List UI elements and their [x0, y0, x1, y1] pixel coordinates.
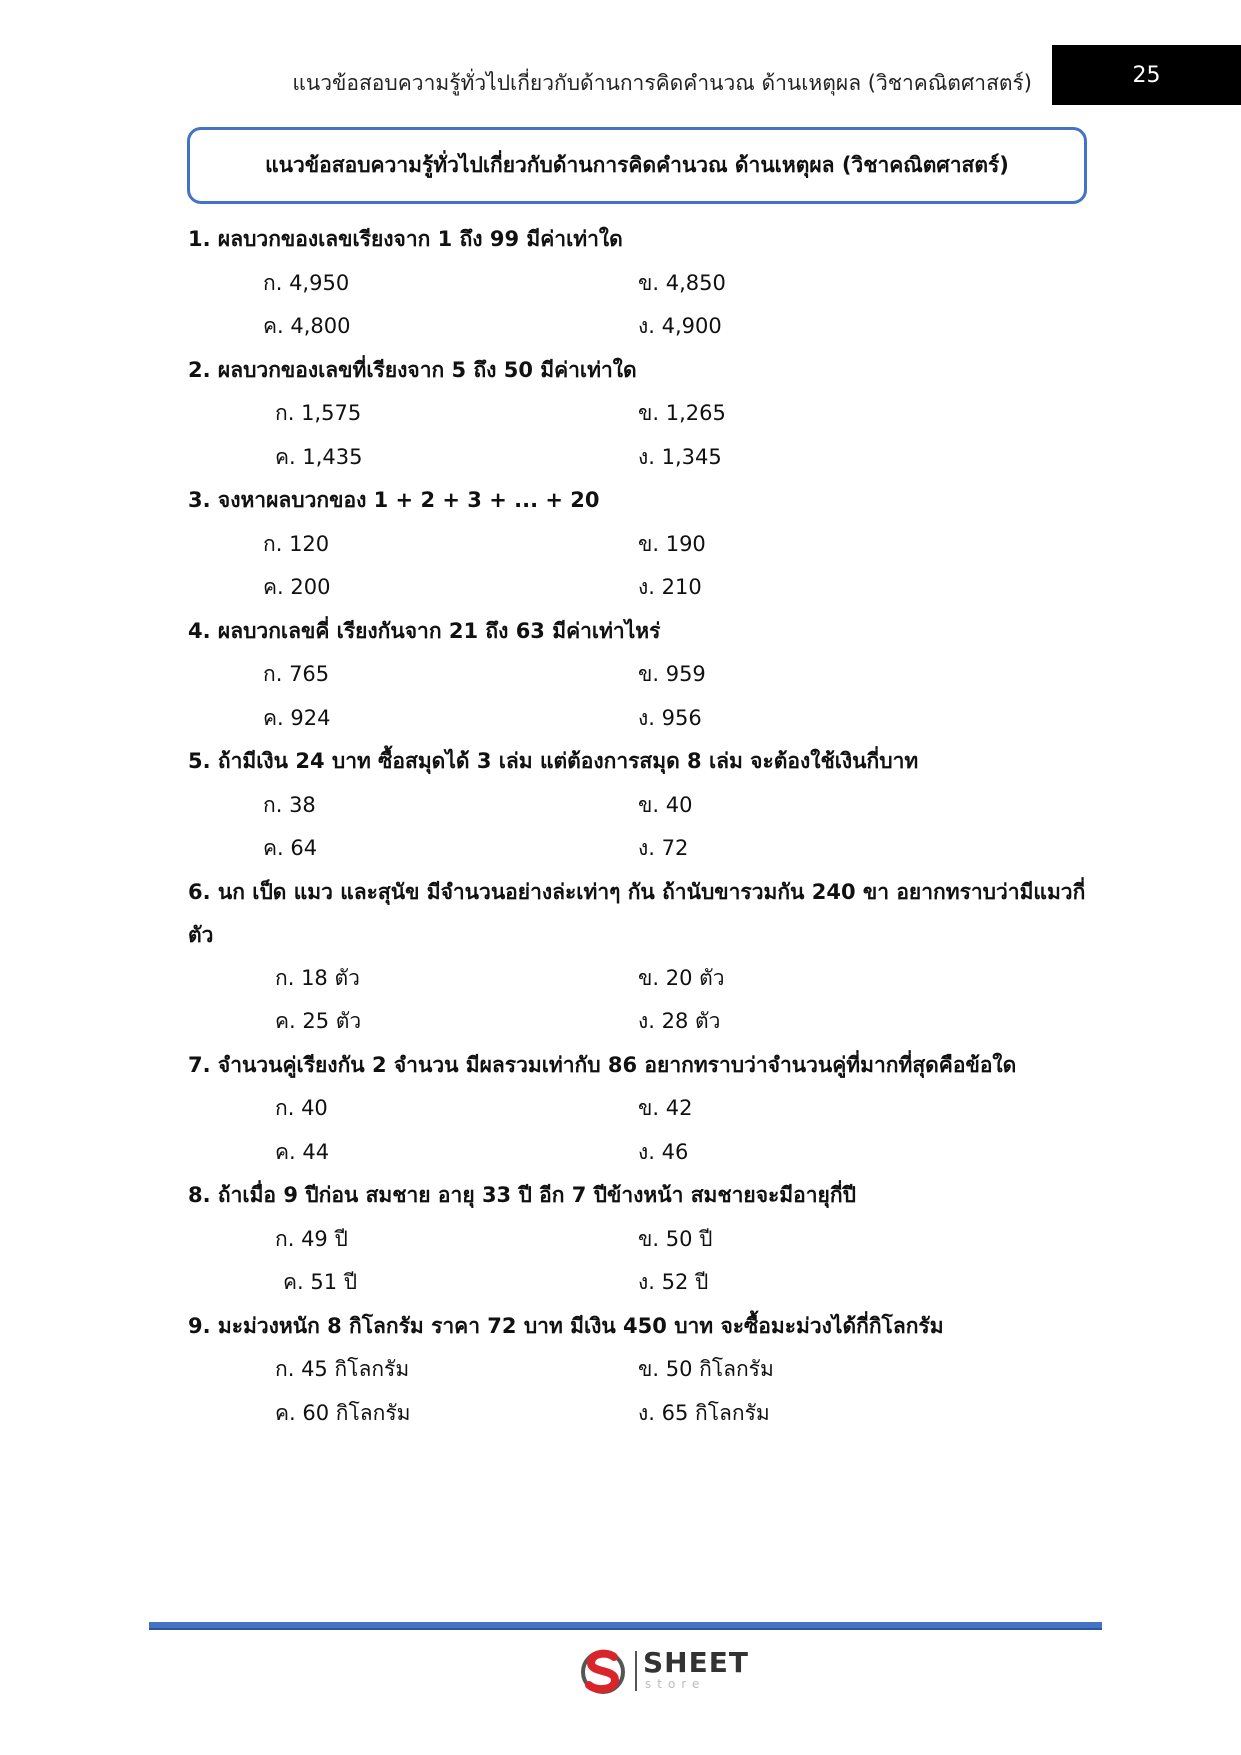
option-b: ข. 40 [638, 792, 693, 817]
question-4 [188, 610, 1093, 741]
sheet-store-logo [577, 1645, 747, 1697]
question-6 [188, 871, 1093, 1044]
option-a: ก. 120 [263, 531, 330, 556]
question-text: 9. มะม่วงหนัก 8 กิโลกรัม ราคา 72 บาท มีเงิน 450 บาท จะซื้อมะม่วงได้กี่กิโลกรัม [188, 1313, 944, 1338]
question-text: 8. ถ้าเมื่อ 9 ปีก่อน สมชาย อายุ 33 ปี อีก 7 ปีข้างหน้า สมชายจะมีอายุกี่ปี [188, 1183, 856, 1207]
option-row [188, 392, 1093, 436]
question-text: 5. ถ้ามีเงิน 24 บาท ซื้อสมุดได้ 3 เล่ม แต่ต้องการสมุด 8 เล่ม จะต้องใช้เงินกี่บาท [188, 749, 919, 773]
option-c: ค. 200 [263, 575, 331, 599]
option-d: ง. 1,345 [638, 444, 722, 469]
option-a: ก. 1,575 [275, 401, 362, 425]
option-d: ง. 4,900 [638, 314, 722, 338]
question-list [188, 218, 1093, 1435]
option-b: ข. 4,850 [638, 270, 726, 295]
question-5 [188, 740, 1093, 871]
option-row [188, 1087, 1093, 1131]
question-text: 2. ผลบวกของเลขที่เรียงจาก 5 ถึง 50 มีค่าเท่าใด [188, 357, 637, 382]
option-row [188, 1218, 1093, 1262]
section-title-box [187, 127, 1087, 204]
option-c: ค. 44 [275, 1139, 330, 1164]
option-a: ก. 18 ตัว [275, 965, 360, 990]
question-9 [188, 1305, 1093, 1436]
option-row [188, 1261, 1093, 1305]
option-b: ข. 42 [638, 1096, 693, 1120]
option-b: ข. 1,265 [638, 401, 726, 425]
sheet-logo-icon [577, 1645, 629, 1697]
option-c: ค. 64 [263, 836, 318, 860]
question-7 [188, 1044, 1093, 1175]
question-1 [188, 218, 1093, 349]
question-text: 7. จำนวนคู่เรียงกัน 2 จำนวน มีผลรวมเท่ากับ 86 อยากทราบว่าจำนวนคู่ที่มากที่สุดคือข้อใด [188, 1052, 1017, 1077]
option-a: ก. 4,950 [263, 270, 350, 295]
question-text: 3. จงหาผลบวกของ 1 + 2 + 3 + ... + 20 [188, 488, 600, 512]
option-row [188, 697, 1093, 741]
option-row [188, 262, 1093, 306]
question-3 [188, 479, 1093, 610]
option-d: ง. 46 [638, 1139, 689, 1164]
option-row [188, 1348, 1093, 1392]
option-c: ค. 4,800 [263, 314, 351, 338]
option-row [188, 827, 1093, 871]
option-c: ค. 60 กิโลกรัม [275, 1400, 411, 1425]
page-number: 25 [1052, 45, 1241, 105]
option-d: ง. 210 [638, 575, 702, 599]
option-c: ค. 25 ตัว [275, 1009, 362, 1033]
logo-divider [635, 1651, 637, 1691]
option-d: ง. 956 [638, 705, 702, 730]
option-a: ก. 40 [275, 1096, 328, 1120]
option-a: ก. 49 ปี [275, 1226, 348, 1251]
logo-word: SHEET [643, 1646, 749, 1679]
running-header: แนวข้อสอบความรู้ทั่วไปเกี่ยวกับด้านการคิดคำนวณ ด้านเหตุผล (วิชาคณิตศาสตร์) [292, 71, 1032, 95]
section-title: แนวข้อสอบความรู้ทั่วไปเกี่ยวกับด้านการคิดคำนวณ ด้านเหตุผล (วิชาคณิตศาสตร์) [265, 153, 1009, 177]
option-row [188, 1131, 1093, 1175]
question-8 [188, 1174, 1093, 1305]
option-row [188, 784, 1093, 828]
option-row [188, 957, 1093, 1001]
option-row [188, 1392, 1093, 1436]
footer-rule [149, 1622, 1102, 1630]
question-text: 6. นก เป็ด แมว และสุนัข มีจำนวนอย่างล่ะเท่าๆ กัน ถ้านับขารวมกัน 240 ขา อยากทราบว่ามีแมวกี่ตัว [188, 879, 1086, 947]
option-b: ข. 190 [638, 531, 706, 556]
option-row [188, 305, 1093, 349]
option-a: ก. 38 [263, 792, 316, 817]
option-b: ข. 20 ตัว [638, 965, 725, 990]
option-row [188, 1000, 1093, 1044]
option-a: ก. 765 [263, 662, 330, 686]
option-c: ค. 51 ปี [283, 1270, 358, 1294]
option-c: ค. 1,435 [275, 444, 363, 469]
option-d: ง. 65 กิโลกรัม [638, 1400, 770, 1425]
option-d: ง. 28 ตัว [638, 1009, 721, 1033]
question-2 [188, 349, 1093, 480]
logo-subtext: store [645, 1677, 706, 1691]
option-d: ง. 72 [638, 836, 689, 860]
option-row [188, 566, 1093, 610]
option-row [188, 523, 1093, 567]
option-b: ข. 50 กิโลกรัม [638, 1357, 774, 1381]
option-b: ข. 50 ปี [638, 1226, 713, 1251]
option-a: ก. 45 กิโลกรัม [275, 1357, 410, 1381]
question-text: 1. ผลบวกของเลขเรียงจาก 1 ถึง 99 มีค่าเท่าใด [188, 227, 623, 251]
question-text: 4. ผลบวกเลขคี่ เรียงกันจาก 21 ถึง 63 มีค่าเท่าไหร่ [188, 618, 661, 643]
option-c: ค. 924 [263, 705, 331, 730]
option-row [188, 653, 1093, 697]
option-d: ง. 52 ปี [638, 1270, 709, 1294]
option-row [188, 436, 1093, 480]
option-b: ข. 959 [638, 662, 706, 686]
